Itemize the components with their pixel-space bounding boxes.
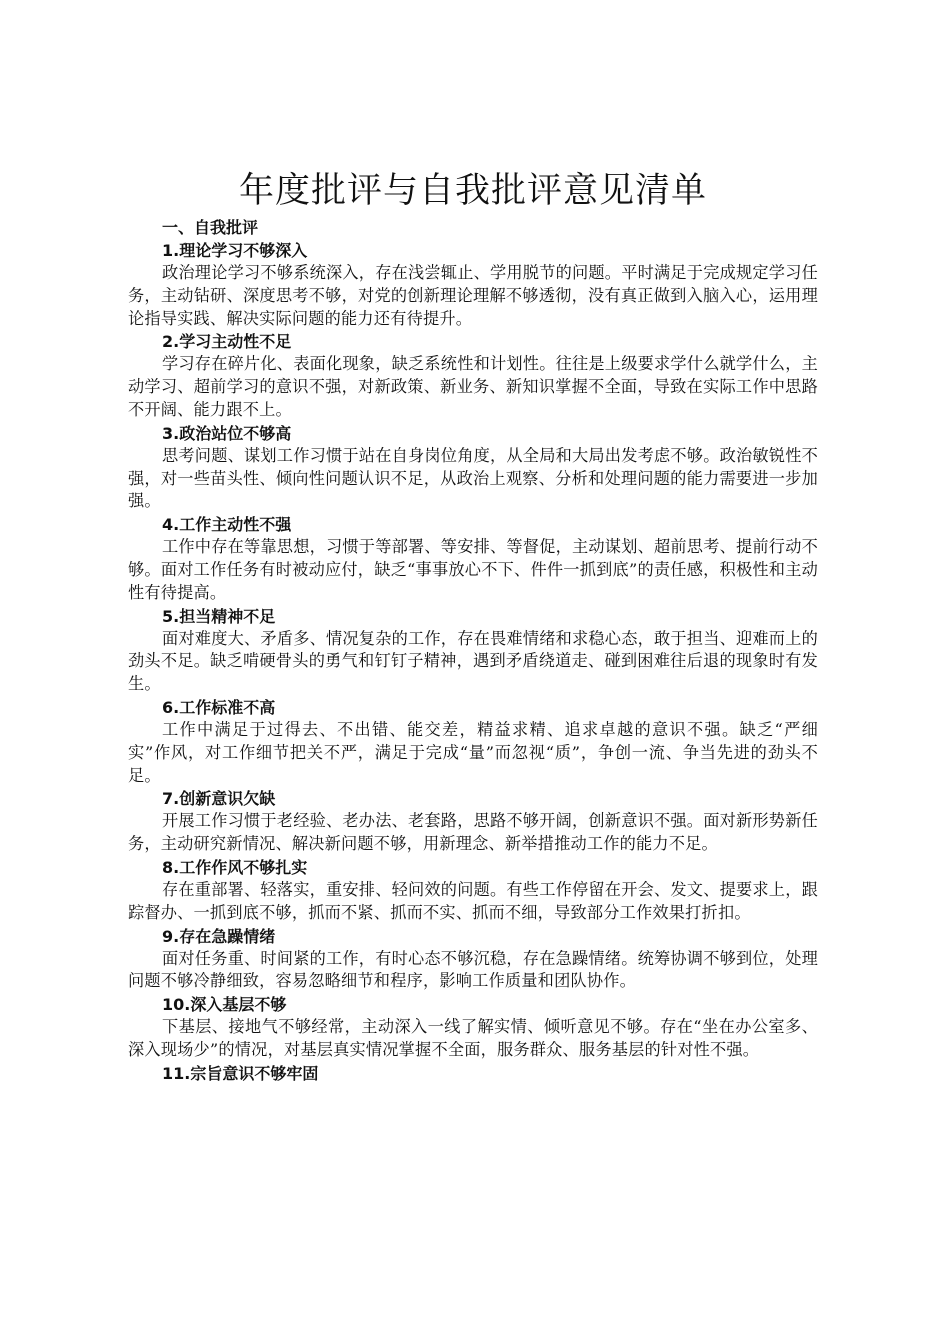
criticism-item <box>128 993 818 1062</box>
document-title: 年度批评与自我批评意见清单 <box>238 171 707 211</box>
item-body: 面对难度大、矛盾多、情况复杂的工作，存在畏难情绪和求稳心态，敢于担当、迎难而上的劲头不足。缺乏啃硬骨头的勇气和钉钉子精神，遇到矛盾绕道走、碰到困难往后退的现象时有发生。 <box>128 628 818 694</box>
item-body: 工作中满足于过得去、不出错、能交差，精益求精、追求卓越的意识不强。缺乏“严细实”作风，对工作细节把关不严，满足于完成“量”而忽视“质”，争创一流、争当先进的劲头不足。 <box>128 719 818 785</box>
item-body: 下基层、接地气不够经常，主动深入一线了解实情、倾听意见不够。存在“坐在办公室多、深入现场少”的情况，对基层真实情况掌握不全面，服务群众、服务基层的针对性不强。 <box>128 1017 818 1059</box>
item-heading: 10.深入基层不够 <box>162 995 287 1015</box>
item-heading: 1.理论学习不够深入 <box>162 241 308 260</box>
item-heading: 2.学习主动性不足 <box>162 332 292 352</box>
item-body: 思考问题、谋划工作习惯于站在自身岗位角度，从全局和大局出发考虑不够。政治敏锐性不强，对一些苗头性、倾向性问题认识不足，从政治上观察、分析和处理问题的能力需要进一步加强。 <box>128 445 818 511</box>
criticism-item <box>128 1062 818 1085</box>
item-body: 学习存在碎片化、表面化现象，缺乏系统性和计划性。往往是上级要求学什么就学什么，主动学习、超前学习的意识不强，对新政策、新业务、新知识掌握不全面，导致在实际工作中思路不开阔、能力跟不上。 <box>128 354 818 419</box>
criticism-item <box>128 856 818 925</box>
item-body: 政治理论学习不够系统深入，存在浅尝辄止、学用脱节的问题。平时满足于完成规定学习任务，主动钻研、深度思考不够，对党的创新理论理解不够透彻，没有真正做到入脑入心，运用理论指导实践、解决实际问题的能力还有待提升。 <box>128 263 818 328</box>
item-body: 工作中存在等靠思想，习惯于等部署、等安排、等督促，主动谋划、超前思考、提前行动不够。面对工作任务有时被动应付，缺乏“事事放心不下、件件一抓到底”的责任感，积极性和主动性有待提高。 <box>128 537 818 602</box>
item-heading: 3.政治站位不够高 <box>162 423 292 443</box>
criticism-item <box>128 239 818 330</box>
criticism-item <box>128 605 818 696</box>
item-heading: 8.工作作风不够扎实 <box>162 857 308 877</box>
criticism-item <box>128 696 818 787</box>
item-body: 面对任务重、时间紧的工作，有时心态不够沉稳，存在急躁情绪。统筹协调不够到位，处理问题不够冷静细致，容易忽略细节和程序，影响工作质量和团队协作。 <box>128 948 818 991</box>
item-heading: 5.担当精神不足 <box>162 606 276 626</box>
item-heading: 11.宗旨意识不够牢固 <box>162 1063 319 1083</box>
criticism-item <box>128 513 818 604</box>
item-body: 开展工作习惯于老经验、老办法、老套路，思路不够开阔，创新意识不强。面对新形势新任务，主动研究新情况、解决新问题不够，用新理念、新举措推动工作的能力不足。 <box>128 811 818 854</box>
item-body: 存在重部署、轻落实，重安排、轻问效的问题。有些工作停留在开会、发文、提要求上，跟踪督办、一抓到底不够，抓而不紧、抓而不实、抓而不细，导致部分工作效果打折扣。 <box>128 879 818 922</box>
criticism-item <box>128 925 818 994</box>
item-heading: 4.工作主动性不强 <box>162 515 292 535</box>
document-page <box>128 166 818 1085</box>
criticism-item <box>128 330 818 421</box>
item-heading: 6.工作标准不高 <box>162 697 276 717</box>
criticism-item <box>128 787 818 856</box>
item-heading: 9.存在急躁情绪 <box>162 926 276 946</box>
section-heading-self-criticism: 一、自我批评 <box>162 218 259 237</box>
item-heading: 7.创新意识欠缺 <box>162 789 276 809</box>
criticism-item <box>128 422 818 513</box>
